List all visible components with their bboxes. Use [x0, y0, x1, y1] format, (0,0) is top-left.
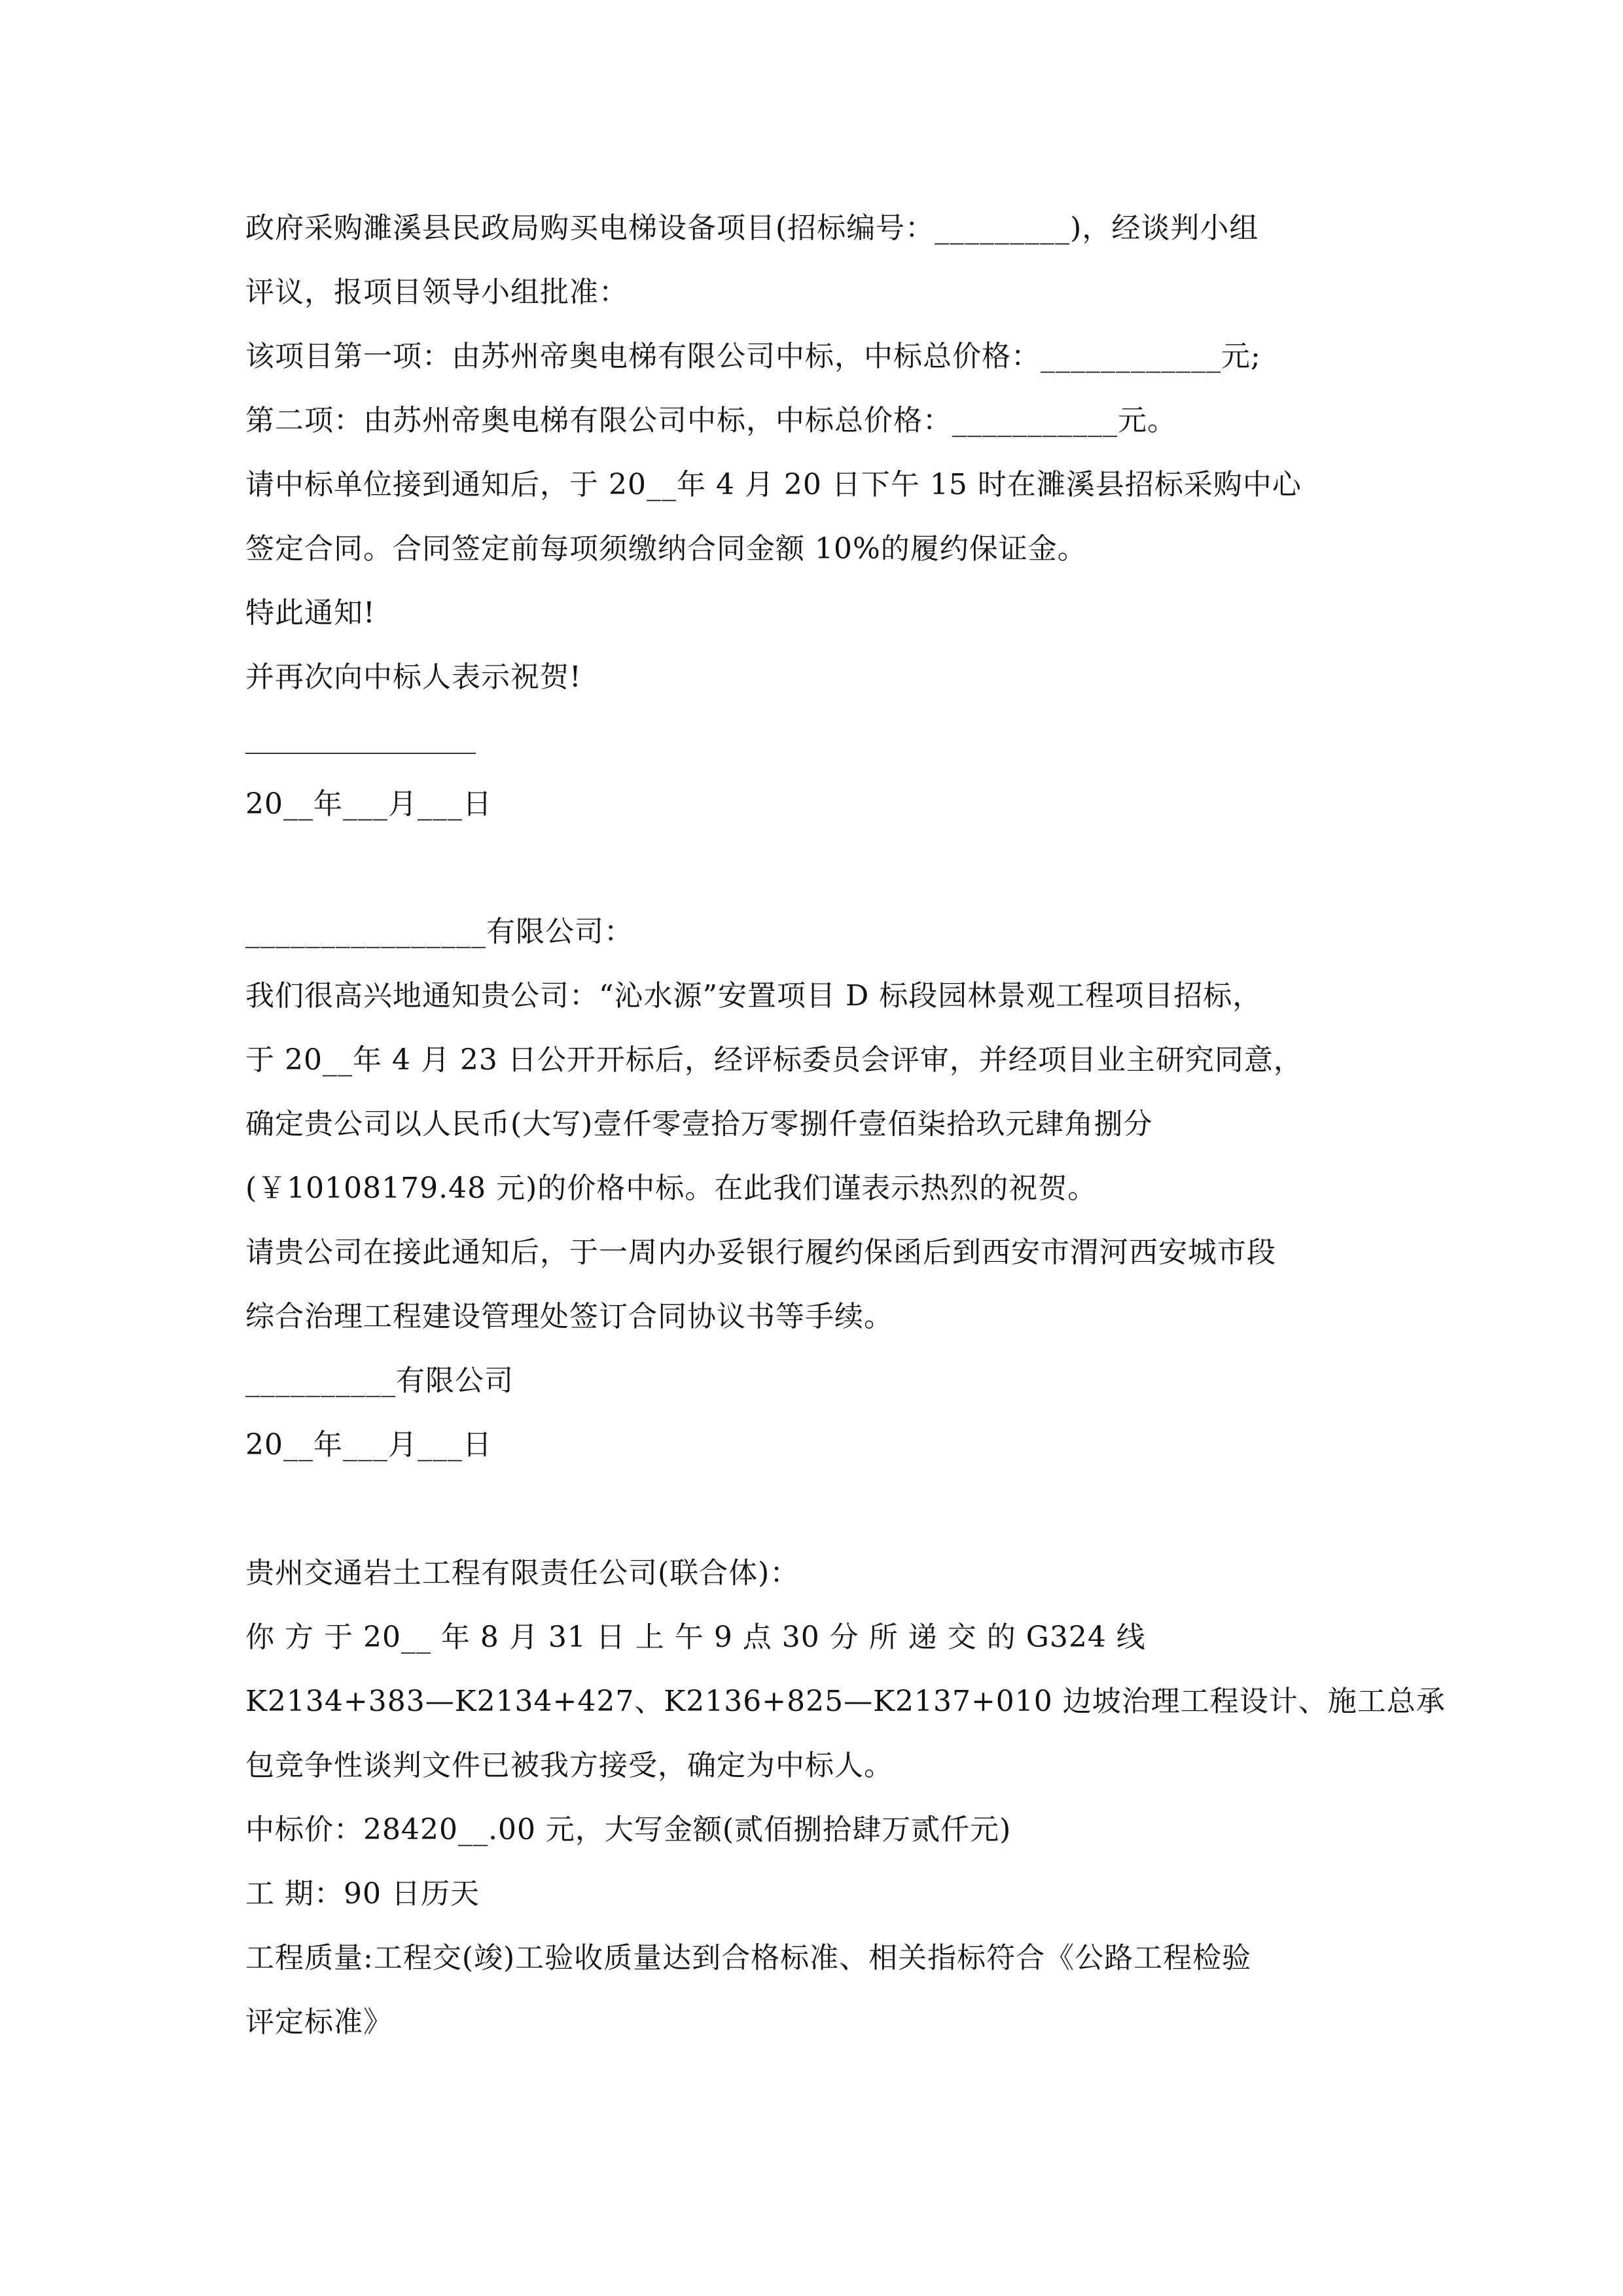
- s1-line7: 特此通知!: [245, 596, 376, 630]
- s3-line2: K2134+383—K2134+427、K2136+825—K2137+010 边坡治理工程设计、施工总承: [245, 1685, 1446, 1718]
- s1-line1: 政府采购濉溪县民政局购买电梯设备项目(招标编号：_________)，经谈判小组: [245, 211, 1259, 245]
- signature-line: [245, 753, 476, 754]
- s1-line5: 请中标单位接到通知后，于 20__年 4 月 20 日下午 15 时在濉溪县招标采购中心: [245, 468, 1302, 501]
- s3-line3: 包竞争性谈判文件已被我方接受，确定为中标人。: [245, 1749, 893, 1782]
- s3-price: 中标价：28420__.00 元，大写金额(贰佰捌拾肆万贰仟元): [245, 1813, 1012, 1846]
- s3-line1: 你 方 于 20__ 年 8 月 31 日 上 午 9 点 30 分 所 递 交 的 G324 线: [245, 1621, 1146, 1654]
- s1-date: 20__年___月___日: [245, 787, 492, 821]
- s1-line2: 评议，报项目领导小组批准：: [245, 276, 628, 309]
- s2-line1: 我们很高兴地通知贵公司：“沁水源”安置项目 D 标段园林景观工程项目招标，: [245, 979, 1262, 1013]
- s2-addressee: ________________有限公司：: [245, 915, 633, 948]
- s1-line3: 该项目第一项：由苏州帝奥电梯有限公司中标，中标总价格：____________元;: [245, 340, 1261, 373]
- s3-quality-line1: 工程质量:工程交(竣)工验收质量达到合格标准、相关指标符合《公路工程检验: [245, 1941, 1252, 1975]
- s3-addressee: 贵州交通岩土工程有限责任公司(联合体)：: [245, 1556, 800, 1590]
- s1-line6: 签定合同。合同签定前每项须缴纳合同金额 10%的履约保证金。: [245, 532, 1087, 565]
- s2-line6: 综合治理工程建设管理处签订合同协议书等手续。: [245, 1300, 893, 1333]
- s3-period: 工 期：90 日历天: [245, 1877, 480, 1910]
- s2-signature: __________有限公司: [245, 1364, 514, 1397]
- s2-line5: 请贵公司在接此通知后，于一周内办妥银行履约保函后到西安市渭河西安城市段: [245, 1236, 1276, 1269]
- s2-date: 20__年___月___日: [245, 1428, 492, 1462]
- s1-line4: 第二项：由苏州帝奥电梯有限公司中标，中标总价格：___________元。: [245, 404, 1177, 437]
- s3-quality-line2: 评定标准》: [245, 2005, 393, 2039]
- s2-line3: 确定贵公司以人民币(大写)壹仟零壹拾万零捌仟壹佰柒拾玖元肆角捌分: [245, 1107, 1153, 1141]
- s2-line2: 于 20__年 4 月 23 日公开开标后，经评标委员会评审，并经项目业主研究同意，: [245, 1043, 1303, 1077]
- s2-line4: (￥10108179.48 元)的价格中标。在此我们谨表示热烈的祝贺。: [245, 1172, 1097, 1205]
- s1-line8: 并再次向中标人表示祝贺!: [245, 660, 582, 694]
